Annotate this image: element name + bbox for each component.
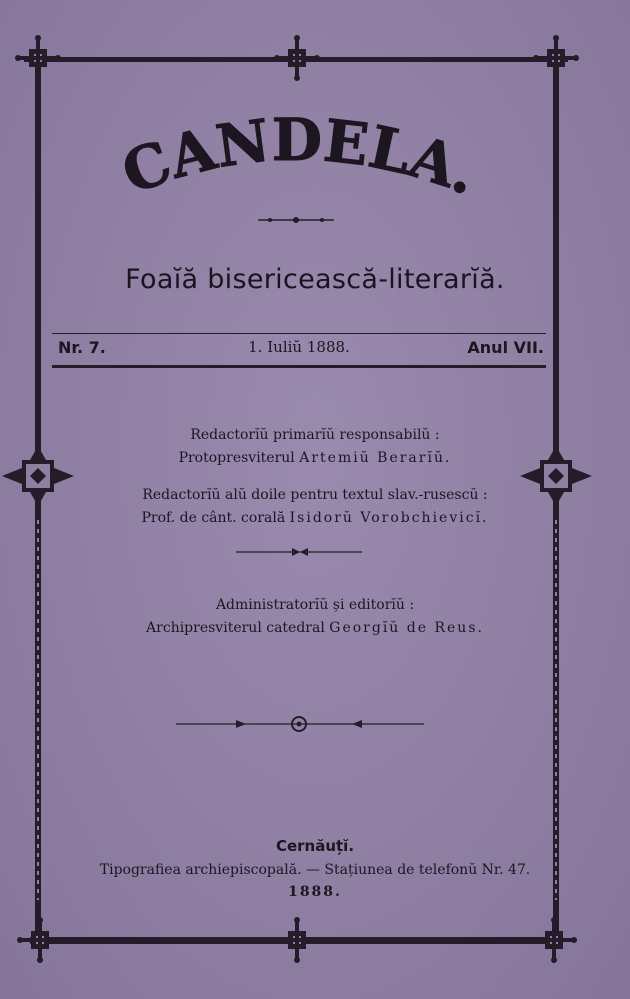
lower-divider — [176, 717, 424, 731]
issue-number: Nr. 7. — [58, 338, 106, 357]
second-editor-title: Prof. de cânt. corală — [141, 510, 286, 526]
second-editor-name: Isidorŭ Vorobchievicĭ. — [289, 510, 489, 526]
svg-text:CANDELA. — [113, 110, 487, 208]
middle-divider — [236, 548, 362, 556]
second-editor-label: Redactorĭŭ alŭ doile pentru textul slav.-rusescŭ : — [142, 487, 488, 503]
publication-year: 1888. — [288, 884, 342, 900]
subtitle: Foaĭă bisericească-literarĭă. — [125, 264, 505, 295]
chief-editor-line — [0, 450, 630, 466]
title-text: CANDELA. — [113, 110, 488, 209]
chief-editor-name: Artemiŭ Berarĭŭ. — [299, 450, 452, 466]
second-editor-line — [0, 510, 630, 526]
admin-title: Archipresviterul catedral — [146, 620, 325, 636]
printer-line: Tipografiea archiepiscopală. — Stațiunea de telefonŭ Nr. 47. — [99, 862, 531, 878]
volume-year: Anul VII. — [467, 338, 544, 357]
journal-title — [0, 110, 630, 220]
chief-editor-title: Protopresviterul — [178, 450, 295, 466]
admin-line — [0, 620, 630, 636]
issue-line — [52, 338, 546, 364]
issue-date: 1. Iuliŭ 1888. — [248, 338, 350, 356]
chief-editor-label: Redactorĭŭ primarĭŭ responsabilŭ : — [190, 427, 440, 443]
admin-label: Administratorĭŭ și editorĭŭ : — [215, 597, 415, 613]
city: Cernăuțĭ. — [275, 837, 355, 855]
admin-name: Georgĭŭ de Reus. — [329, 620, 484, 636]
